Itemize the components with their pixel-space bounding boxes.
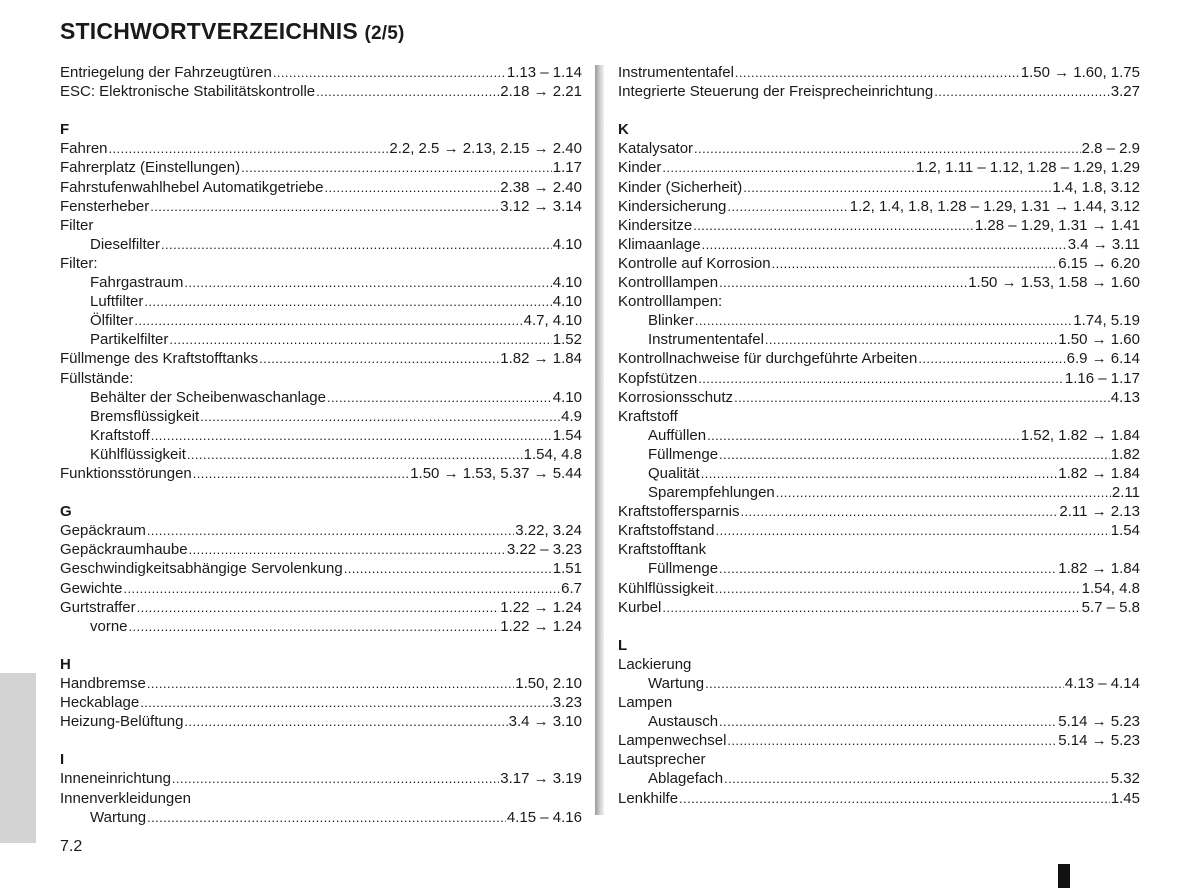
entry-term: Behälter der Scheibenwaschanlage [90, 388, 326, 406]
entry-term: Kindersitze [618, 216, 693, 234]
entry-term: Kraftstofftank [618, 541, 707, 559]
entry-page-ref: 3.4 → 3.10 [508, 713, 582, 731]
dot-leader [772, 254, 1058, 273]
section-spacer [618, 101, 1140, 120]
entry-term: Dieselfilter [90, 235, 161, 253]
entry-page-ref: 4.10 [552, 293, 582, 311]
dot-leader [124, 579, 561, 598]
section-letter: G [60, 503, 72, 521]
section-spacer [60, 101, 582, 120]
entry-term: Lampenwechsel [618, 732, 727, 750]
dot-leader [719, 712, 1057, 731]
entry-term: Inneneinrichtung [60, 770, 171, 788]
dot-leader [189, 540, 506, 559]
section-spacer [60, 483, 582, 502]
dot-leader [129, 617, 500, 636]
index-entry [618, 750, 1140, 769]
entry-term: Kopfstützen [618, 369, 698, 387]
entry-term: Kühlflüssigkeit [90, 445, 186, 463]
dot-leader [719, 559, 1057, 578]
entry-page-ref: 1.52 [552, 331, 582, 349]
index-entry [618, 63, 1140, 82]
entry-page-ref: 5.7 – 5.8 [1081, 598, 1140, 616]
entry-term: Filter: [60, 254, 98, 272]
index-entry [60, 349, 582, 368]
entry-page-ref: 1.2, 1.11 – 1.12, 1.28 – 1.29, 1.29 [915, 159, 1140, 177]
entry-page-ref: 2.2, 2.5 → 2.13, 2.15 → 2.40 [389, 140, 582, 158]
index-entry [618, 731, 1140, 750]
entry-page-ref: 6.15 → 6.20 [1058, 254, 1140, 272]
entry-term: Fahren [60, 140, 108, 158]
dot-leader [918, 349, 1065, 368]
dot-leader [151, 426, 552, 445]
entry-page-ref: 2.18 → 2.21 [500, 83, 582, 101]
entry-term: Füllmenge [648, 445, 719, 463]
dot-leader [934, 82, 1110, 101]
index-entry [618, 693, 1140, 712]
entry-term: Fensterheber [60, 197, 150, 215]
entry-page-ref: 4.10 [552, 388, 582, 406]
index-subentry [618, 311, 1140, 330]
entry-term: Kraftstoff [90, 426, 150, 444]
entry-page-ref: 2.8 – 2.9 [1081, 140, 1140, 158]
entry-page-ref: 3.27 [1110, 83, 1140, 101]
dot-leader [241, 158, 552, 177]
entry-page-ref: 3.12 → 3.14 [500, 197, 582, 215]
dot-leader [702, 235, 1067, 254]
entry-page-ref: 1.51 [552, 560, 582, 578]
entry-page-ref: 3.4 → 3.11 [1067, 235, 1140, 253]
entry-page-ref: 6.9 → 6.14 [1066, 350, 1140, 368]
index-entry [60, 63, 582, 82]
entry-page-ref: 3.22 – 3.23 [506, 541, 582, 559]
dot-leader [150, 197, 499, 216]
index-column-left [60, 63, 582, 827]
entry-term: Sparempfehlungen [648, 484, 775, 502]
page-number: 7.2 [60, 838, 83, 855]
index-subentry [60, 311, 582, 330]
entry-term: Austausch [648, 713, 719, 731]
entry-page-ref: 4.10 [552, 274, 582, 292]
entry-term: Füllstände: [60, 369, 134, 387]
dot-leader [740, 502, 1058, 521]
index-entry [618, 579, 1140, 598]
index-subentry [60, 292, 582, 311]
entry-term: Blinker [648, 312, 694, 330]
index-subentry [60, 426, 582, 445]
entry-term: Katalysator [618, 140, 694, 158]
dot-leader [694, 139, 1081, 158]
dot-leader [184, 712, 507, 731]
entry-page-ref: 1.54 [1110, 522, 1140, 540]
entry-page-ref: 1.54, 4.8 [1081, 579, 1140, 597]
entry-term: Heizung-Belüftung [60, 713, 184, 731]
dot-leader [705, 674, 1064, 693]
entry-term: Kinder (Sicherheit) [618, 178, 743, 196]
entry-term: Qualität [648, 464, 700, 482]
entry-page-ref: 1.82 [1110, 445, 1140, 463]
index-subentry [618, 559, 1140, 578]
dot-leader [724, 769, 1110, 788]
entry-page-ref: 1.4, 1.8, 3.12 [1052, 178, 1140, 196]
dot-leader [698, 369, 1064, 388]
dot-leader [727, 731, 1057, 750]
entry-term: Kontrollnachweise für durchgeführte Arbeiten [618, 350, 918, 368]
entry-term: Gewichte [60, 579, 123, 597]
entry-page-ref: 1.50 → 1.60, 1.75 [1020, 64, 1140, 81]
index-entry [618, 349, 1140, 368]
index-entry [618, 655, 1140, 674]
entry-term: ESC: Elektronische Stabilitätskontrolle [60, 83, 316, 101]
dot-leader [701, 464, 1058, 483]
index-subentry [618, 445, 1140, 464]
index-entry [60, 559, 582, 578]
entry-term: Partikelfilter [90, 331, 169, 349]
entry-term: Kinder [618, 159, 662, 177]
index-subentry [60, 388, 582, 407]
dot-leader [200, 407, 560, 426]
index-subentry [60, 273, 582, 292]
index-entry [618, 273, 1140, 292]
entry-page-ref: 4.15 – 4.16 [506, 808, 582, 826]
dot-leader [144, 292, 551, 311]
index-entry [60, 197, 582, 216]
entry-term: Kraftstoffersparnis [618, 503, 740, 521]
entry-term: Wartung [90, 808, 147, 826]
entry-page-ref: 4.10 [552, 235, 582, 253]
index-entry [618, 158, 1140, 177]
dot-leader [140, 693, 552, 712]
dot-leader [137, 598, 500, 617]
dot-leader [193, 464, 409, 483]
entry-term: Kindersicherung [618, 197, 727, 215]
section-spacer [618, 617, 1140, 636]
dot-leader [327, 388, 552, 407]
index-entry [60, 789, 582, 808]
entry-term: Kurbel [618, 598, 662, 616]
dot-leader [743, 178, 1051, 197]
entry-page-ref: 1.45 [1110, 789, 1140, 807]
index-subentry [60, 407, 582, 426]
section-letter: K [618, 121, 629, 139]
entry-term: Kontrolllampen [618, 274, 719, 292]
section-letter: I [60, 751, 65, 769]
entry-page-ref: 5.14 → 5.23 [1058, 732, 1140, 750]
dot-leader [344, 559, 552, 578]
section-spacer [60, 636, 582, 655]
entry-page-ref: 1.13 – 1.14 [506, 64, 582, 81]
title-page-indicator: (2/5) [364, 23, 405, 44]
entry-term: Kontrolle auf Korrosion [618, 254, 771, 272]
entry-term: vorne [90, 617, 128, 635]
index-entry [618, 235, 1140, 254]
section-letter: F [60, 121, 70, 139]
index-entry [618, 292, 1140, 311]
dot-leader [259, 349, 499, 368]
entry-page-ref: 4.13 [1110, 388, 1140, 406]
index-entry [618, 254, 1140, 273]
dot-leader [765, 330, 1057, 349]
index-subentry [618, 464, 1140, 483]
entry-term: Kraftstoff [618, 407, 678, 425]
entry-term: Ölfilter [90, 312, 134, 330]
entry-term: Fahrgastraum [90, 274, 184, 292]
index-entry [60, 674, 582, 693]
index-entry [60, 521, 582, 540]
dot-leader [776, 483, 1111, 502]
index-entry [60, 82, 582, 101]
index-entry [618, 407, 1140, 426]
entry-term: Filter [60, 216, 94, 234]
dot-leader [719, 445, 1110, 464]
section-letter: L [618, 636, 628, 654]
entry-page-ref: 1.2, 1.4, 1.8, 1.28 – 1.29, 1.31 → 1.44, 3.12 [849, 197, 1140, 215]
index-subentry [60, 235, 582, 254]
entry-page-ref: 1.82 → 1.84 [1058, 464, 1140, 482]
dot-leader [187, 445, 523, 464]
index-subentry [618, 483, 1140, 502]
entry-page-ref: 5.32 [1110, 770, 1140, 788]
dot-leader [679, 789, 1110, 808]
chapter-tab [0, 673, 36, 843]
dot-leader [734, 388, 1110, 407]
index-entry [618, 789, 1140, 808]
dot-leader [172, 769, 499, 788]
entry-page-ref: 3.17 → 3.19 [500, 770, 582, 788]
entry-page-ref: 1.82 → 1.84 [500, 350, 582, 368]
entry-page-ref: 1.50, 2.10 [515, 675, 582, 692]
index-entry [60, 158, 582, 177]
dot-leader [169, 330, 551, 349]
index-subentry [618, 674, 1140, 693]
dot-leader [707, 426, 1020, 445]
index-subentry [60, 617, 582, 636]
entry-page-ref: 1.50 → 1.53, 5.37 → 5.44 [410, 464, 582, 482]
entry-page-ref: 4.9 [561, 407, 582, 425]
entry-term: Füllmenge [648, 560, 719, 578]
dot-leader [161, 235, 552, 254]
index-entry [618, 502, 1140, 521]
entry-page-ref: 4.13 – 4.14 [1064, 675, 1140, 692]
index-subentry [60, 808, 582, 827]
entry-term: Gurtstraffer [60, 598, 136, 616]
dot-leader [109, 139, 389, 158]
entry-term: Lampen [618, 694, 673, 712]
entry-term: Funktionsstörungen [60, 464, 192, 482]
entry-page-ref: 1.50 → 1.60 [1058, 331, 1140, 349]
entry-term: Luftfilter [90, 293, 144, 311]
entry-page-ref: 1.52, 1.82 → 1.84 [1020, 426, 1140, 444]
dot-leader [695, 311, 1072, 330]
entry-term: Lackierung [618, 655, 692, 673]
dot-leader [147, 808, 506, 827]
entry-term: Instrumententafel [648, 331, 764, 349]
index-entry [60, 178, 582, 197]
entry-term: Gepäckraum [60, 522, 146, 540]
index-entry [60, 540, 582, 559]
entry-page-ref: 3.22, 3.24 [515, 522, 582, 540]
dot-leader [662, 158, 915, 177]
entry-page-ref: 1.54 [552, 426, 582, 444]
entry-term: Entriegelung der Fahrzeugtüren [60, 64, 272, 81]
entry-page-ref: 3.23 [552, 694, 582, 712]
entry-term: Füllmenge des Kraftstofftanks [60, 350, 259, 368]
column-divider [595, 65, 604, 815]
entry-term: Korrosionsschutz [618, 388, 734, 406]
entry-term: Auffüllen [648, 426, 707, 444]
dot-leader [735, 63, 1020, 82]
entry-term: Kontrolllampen: [618, 293, 723, 311]
entry-term: Fahrstufenwahlhebel Automatikgetriebe [60, 178, 324, 196]
index-entry [60, 579, 582, 598]
dot-leader [273, 63, 506, 82]
index-subentry [618, 769, 1140, 788]
index-subentry [618, 330, 1140, 349]
index-entry [618, 178, 1140, 197]
index-entry [618, 139, 1140, 158]
entry-page-ref: 4.7, 4.10 [523, 312, 582, 330]
index-entry [60, 693, 582, 712]
dot-leader [719, 273, 967, 292]
index-entry [60, 598, 582, 617]
entry-page-ref: 1.17 [552, 159, 582, 177]
entry-page-ref: 2.38 → 2.40 [500, 178, 582, 196]
entry-term: Innenverkleidungen [60, 789, 191, 807]
entry-term: Klimaanlage [618, 235, 701, 253]
entry-page-ref: 1.50 → 1.53, 1.58 → 1.60 [968, 274, 1140, 292]
section-letter: H [60, 655, 71, 673]
dot-leader [325, 178, 500, 197]
index-entry [618, 521, 1140, 540]
index-entry [60, 216, 582, 235]
index-entry [60, 769, 582, 788]
index-entry [60, 254, 582, 273]
dot-leader [147, 521, 514, 540]
index-subentry [60, 445, 582, 464]
section-spacer [60, 731, 582, 750]
entry-term: Fahrerplatz (Einstellungen) [60, 159, 241, 177]
entry-page-ref: 2.11 [1111, 484, 1140, 502]
entry-term: Instrumententafel [618, 64, 734, 81]
entry-term: Gepäckraumhaube [60, 541, 188, 559]
index-subentry [618, 712, 1140, 731]
entry-page-ref: 1.16 – 1.17 [1064, 369, 1140, 387]
entry-term: Kraftstoffstand [618, 522, 715, 540]
entry-term: Heckablage [60, 694, 140, 712]
dot-leader [662, 598, 1080, 617]
entry-term: Geschwindigkeitsabhängige Servolenkung [60, 560, 343, 578]
index-entry [60, 464, 582, 483]
entry-term: Ablagefach [648, 770, 724, 788]
entry-term: Wartung [648, 675, 705, 692]
index-entry [618, 197, 1140, 216]
entry-page-ref: 1.28 – 1.29, 1.31 → 1.41 [974, 216, 1140, 234]
index-subentry [618, 426, 1140, 445]
dot-leader [316, 82, 499, 101]
entry-term: Lenkhilfe [618, 789, 679, 807]
dot-leader [715, 521, 1109, 540]
page-title [60, 18, 405, 45]
index-entry [618, 540, 1140, 559]
title-text: STICHWORTVERZEICHNIS [60, 18, 358, 44]
entry-page-ref: 1.82 → 1.84 [1058, 560, 1140, 578]
index-entry [618, 388, 1140, 407]
entry-term: Bremsflüssigkeit [90, 407, 200, 425]
dot-leader [184, 273, 551, 292]
index-entry [60, 369, 582, 388]
entry-page-ref: 1.22 → 1.24 [500, 617, 582, 635]
dot-leader [147, 674, 514, 693]
entry-page-ref: 1.22 → 1.24 [500, 598, 582, 616]
index-entry [618, 82, 1140, 101]
entry-page-ref: 5.14 → 5.23 [1058, 713, 1140, 731]
dot-leader [727, 197, 848, 216]
entry-term: Kühlflüssigkeit [618, 579, 714, 597]
entry-page-ref: 1.74, 5.19 [1073, 312, 1140, 330]
index-entry [60, 139, 582, 158]
entry-term: Handbremse [60, 675, 146, 692]
dot-leader [693, 216, 974, 235]
page-edge-marker [1058, 864, 1070, 888]
entry-term: Integrierte Steuerung der Freisprecheinrichtung [618, 83, 934, 101]
index-entry [618, 598, 1140, 617]
entry-page-ref: 6.7 [561, 579, 582, 597]
index-entry [60, 712, 582, 731]
dot-leader [715, 579, 1081, 598]
entry-page-ref: 2.11 → 2.13 [1059, 503, 1140, 521]
index-subentry [60, 330, 582, 349]
entry-page-ref: 1.54, 4.8 [523, 445, 582, 463]
entry-term: Lautsprecher [618, 751, 706, 769]
index-column-right [618, 63, 1140, 808]
dot-leader [134, 311, 522, 330]
index-entry [618, 216, 1140, 235]
index-entry [618, 369, 1140, 388]
